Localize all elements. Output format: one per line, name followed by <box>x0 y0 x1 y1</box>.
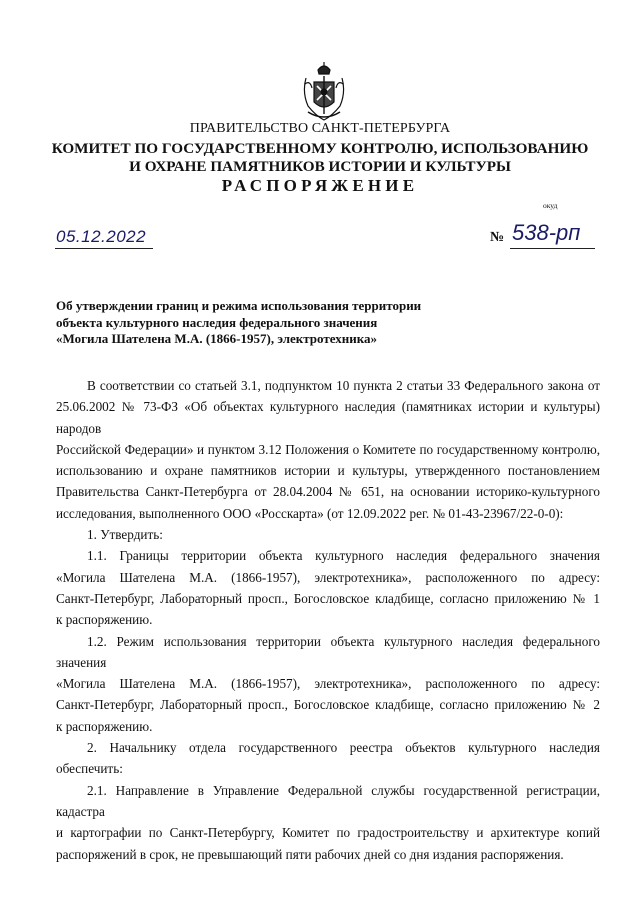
item-2-1-line: 2.1. Направление в Управление Федеральной службы государственной регистрации, кадастра <box>56 782 600 819</box>
date-underline <box>55 248 153 249</box>
document-type: РАСПОРЯЖЕНИЕ <box>221 176 419 195</box>
item-2-1-line: распоряжений в срок, не превышающий пяти рабочих дней со дня издания распоряжения. <box>56 846 564 862</box>
preamble-line: Правительства Санкт-Петербурга от 28.04.2004 № 651, на основании историко-культурного <box>56 484 600 500</box>
item-2: 2. Начальнику отдела государственного реестра объектов культурного наследия обеспечить: <box>56 740 600 777</box>
item-1-1-line: 1.1. Границы территории объекта культурного наследия федерального значения <box>87 548 600 564</box>
document-subject <box>56 298 456 348</box>
document-date: 05.12.2022 <box>56 227 147 246</box>
subject-line: Об утверждении границ и режима использования территории <box>56 298 422 313</box>
item-1-2-line: «Могила Шателена М.А. (1866-1957), электротехника», расположенного по адресу: <box>56 676 600 692</box>
okud-label: окуд <box>543 201 558 210</box>
item-1-1-line: к распоряжению. <box>56 612 153 628</box>
government-name: ПРАВИТЕЛЬСТВО САНКТ-ПЕТЕРБУРГА <box>189 121 451 136</box>
item-1-2-line: к распоряжению. <box>56 718 153 734</box>
committee-name-line-1: КОМИТЕТ ПО ГОСУДАРСТВЕННОМУ КОНТРОЛЮ, ИСПОЛЬЗОВАНИЮ <box>51 140 589 157</box>
subject-line: объекта культурного наследия федерального значения <box>56 314 378 330</box>
preamble-line: 25.06.2002 № 73-ФЗ «Об объектах культурного наследия (памятниках истории и культуры) народов <box>56 399 600 436</box>
document-body <box>56 375 600 865</box>
committee-name-line-2: И ОХРАНЕ ПАМЯТНИКОВ ИСТОРИИ И КУЛЬТУРЫ <box>129 158 511 175</box>
subject-line: «Могила Шателена М.А. (1866-1957), электротехника» <box>56 331 378 346</box>
coat-of-arms-icon <box>302 62 346 122</box>
preamble-line: Российской Федерации» и пунктом 3.12 Положения о Комитете по государственному контролю, <box>56 441 600 457</box>
item-1-1-line: Санкт-Петербург, Лабораторный просп., Богословское кладбище, согласно приложению № 1 <box>56 590 600 606</box>
item-1-2-line: 1.2. Режим использования территории объекта культурного наследия федерального значения <box>56 633 600 670</box>
preamble-line: исследования, выполненного ООО «Росскарта» (от 12.09.2022 рег. № 01-43-23967/22-0-0): <box>56 505 564 521</box>
number-sign: № <box>490 230 505 245</box>
item-1: 1. Утвердить: <box>87 527 163 543</box>
item-2-1-line: и картографии по Санкт-Петербургу, Комитет по градостроительству и архитектуре копий <box>56 825 600 841</box>
number-underline <box>510 248 595 249</box>
item-1-1-line: «Могила Шателена М.А. (1866-1957), электротехника», расположенного по адресу: <box>56 569 600 585</box>
document-number: 538-рп <box>512 220 581 245</box>
preamble-line: использованию и охране памятников истории и культуры, утвержденного постановлением <box>56 463 600 479</box>
item-1-2-line: Санкт-Петербург, Лабораторный просп., Богословское кладбище, согласно приложению № 2 <box>56 697 600 713</box>
preamble-line: В соответствии со статьей 3.1, подпунктом 10 пункта 2 статьи 33 Федерального закона от <box>87 378 600 393</box>
